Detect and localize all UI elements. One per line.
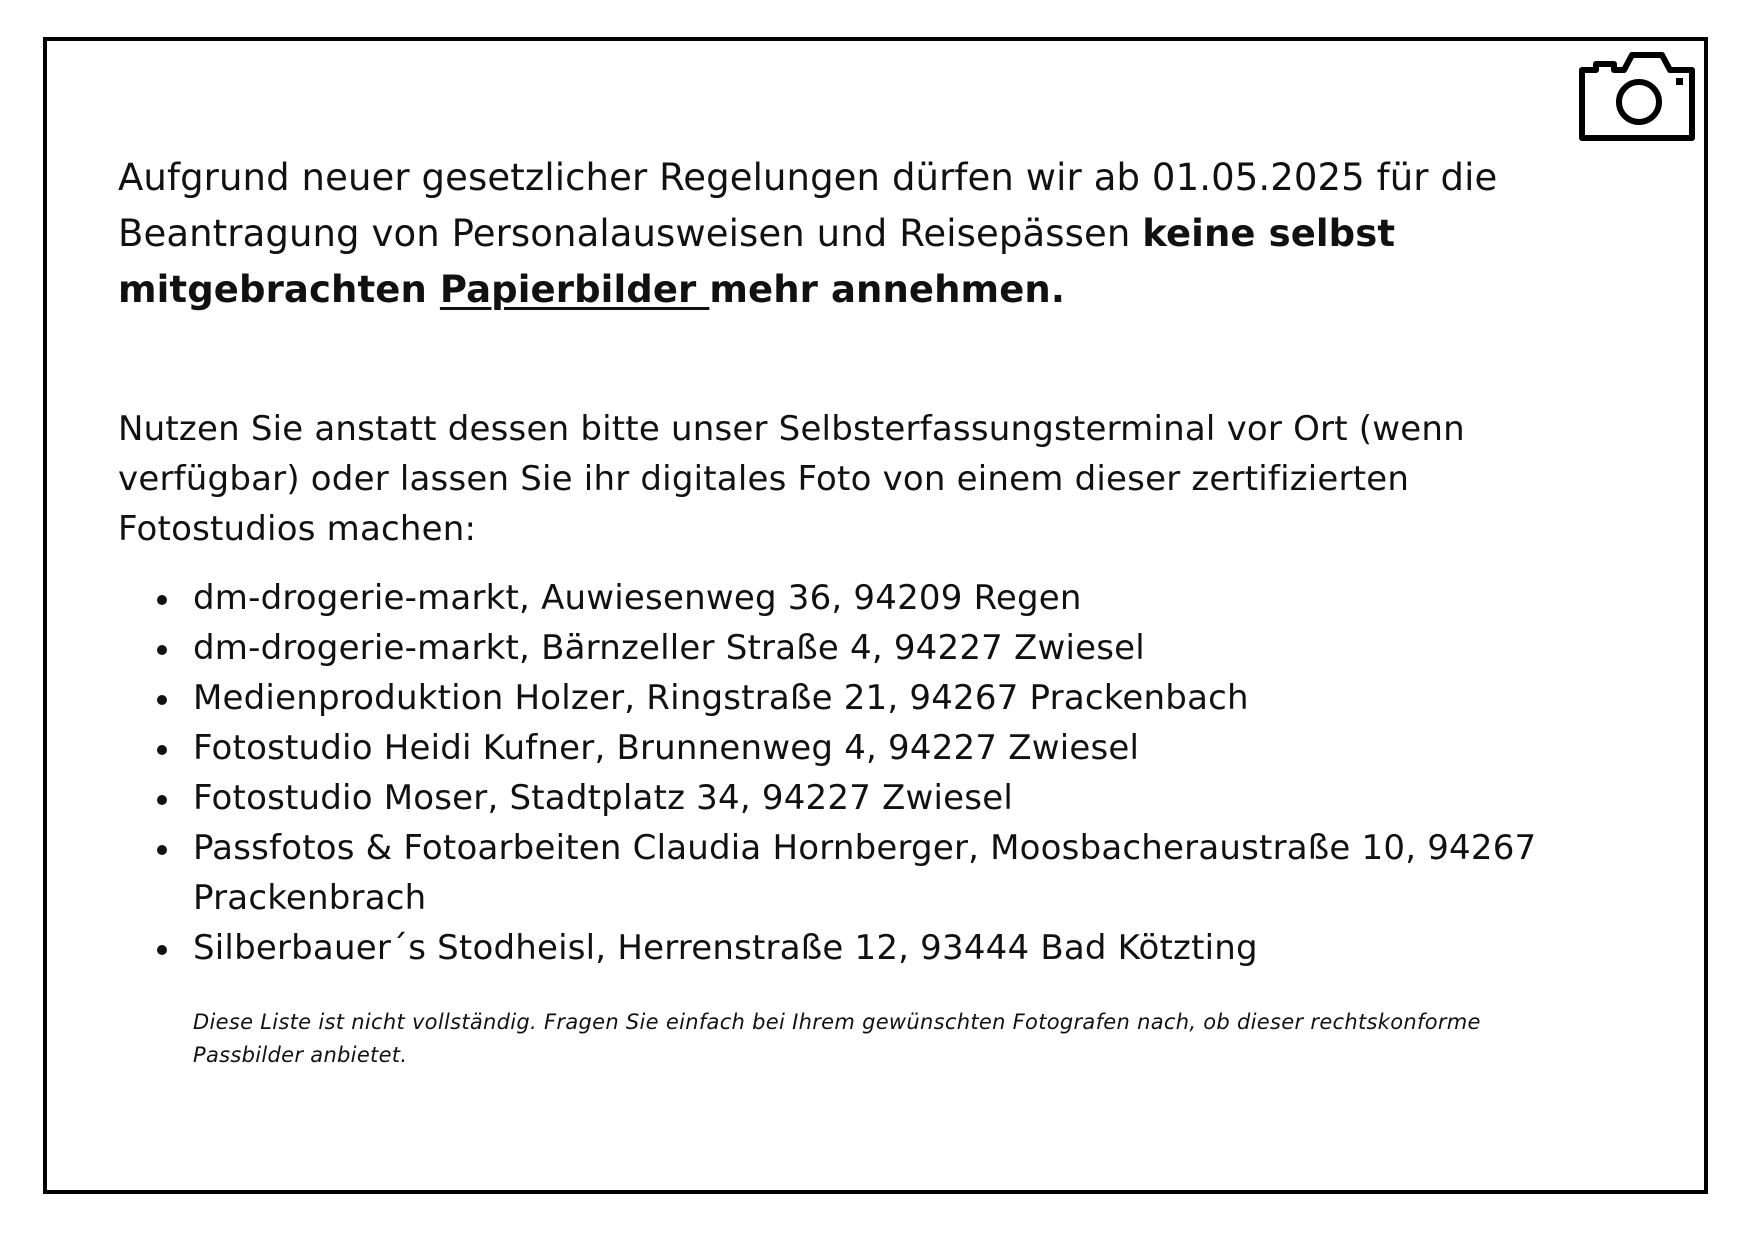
headline (118, 150, 1618, 318)
studio-entry: Fotostudio Moser, Stadtplatz 34, 94227 Zwiesel (193, 778, 1013, 818)
list-item (155, 673, 1655, 723)
studio-entry: dm-drogerie-markt, Auwiesenweg 36, 94209 Regen (193, 578, 1082, 618)
headline-text: Aufgrund neuer gesetzlicher Regelungen dürfen wir ab 01.05.2025 für die Beantragung von Personalausweisen und Reisepässen (118, 156, 1498, 255)
bullet-icon (157, 945, 167, 955)
list-item (155, 773, 1655, 823)
studio-entry: Passfotos & Fotoarbeiten Claudia Hornberger, Moosbacheraustraße 10, 94267 Prackenbrach (193, 828, 1537, 918)
bullet-icon (157, 595, 167, 605)
list-item (155, 573, 1655, 623)
bullet-icon (157, 795, 167, 805)
studio-entry: Medienproduktion Holzer, Ringstraße 21, 94267 Prackenbach (193, 678, 1249, 718)
bullet-icon (157, 845, 167, 855)
studio-entry: Silberbauer´s Stodheisl, Herrenstraße 12, 93444 Bad Kötzting (193, 928, 1258, 968)
intro-paragraph: Nutzen Sie anstatt dessen bitte unser Selbsterfassungsterminal vor Ort (wenn verfügbar) oder lassen Sie ihr digitales Foto von einem dieser zertifizierten Fotostudios machen: (118, 409, 1465, 549)
headline-underlined-text: Papierbilder (439, 268, 710, 311)
camera-icon (1578, 50, 1696, 142)
studio-entry: Fotostudio Heidi Kufner, Brunnenweg 4, 94227 Zwiesel (193, 728, 1140, 768)
bullet-icon (157, 695, 167, 705)
bullet-icon (157, 645, 167, 655)
bullet-icon (157, 745, 167, 755)
headline-bold-text: keine selbst mitgebrachten (118, 212, 1396, 311)
studio-entry: dm-drogerie-markt, Bärnzeller Straße 4, 94227 Zwiesel (193, 628, 1145, 668)
list-item (155, 823, 1655, 923)
list-item (155, 723, 1655, 773)
list-item (155, 623, 1655, 673)
list-item (155, 923, 1655, 973)
studio-list (155, 573, 1655, 973)
footnote: Diese Liste ist nicht vollständig. Fragen Sie einfach bei Ihrem gewünschten Fotografen nach, ob dieser rechtskonforme Passbilder anbietet. (193, 1010, 1481, 1067)
headline-bold-ending: mehr annehmen. (709, 268, 1066, 311)
